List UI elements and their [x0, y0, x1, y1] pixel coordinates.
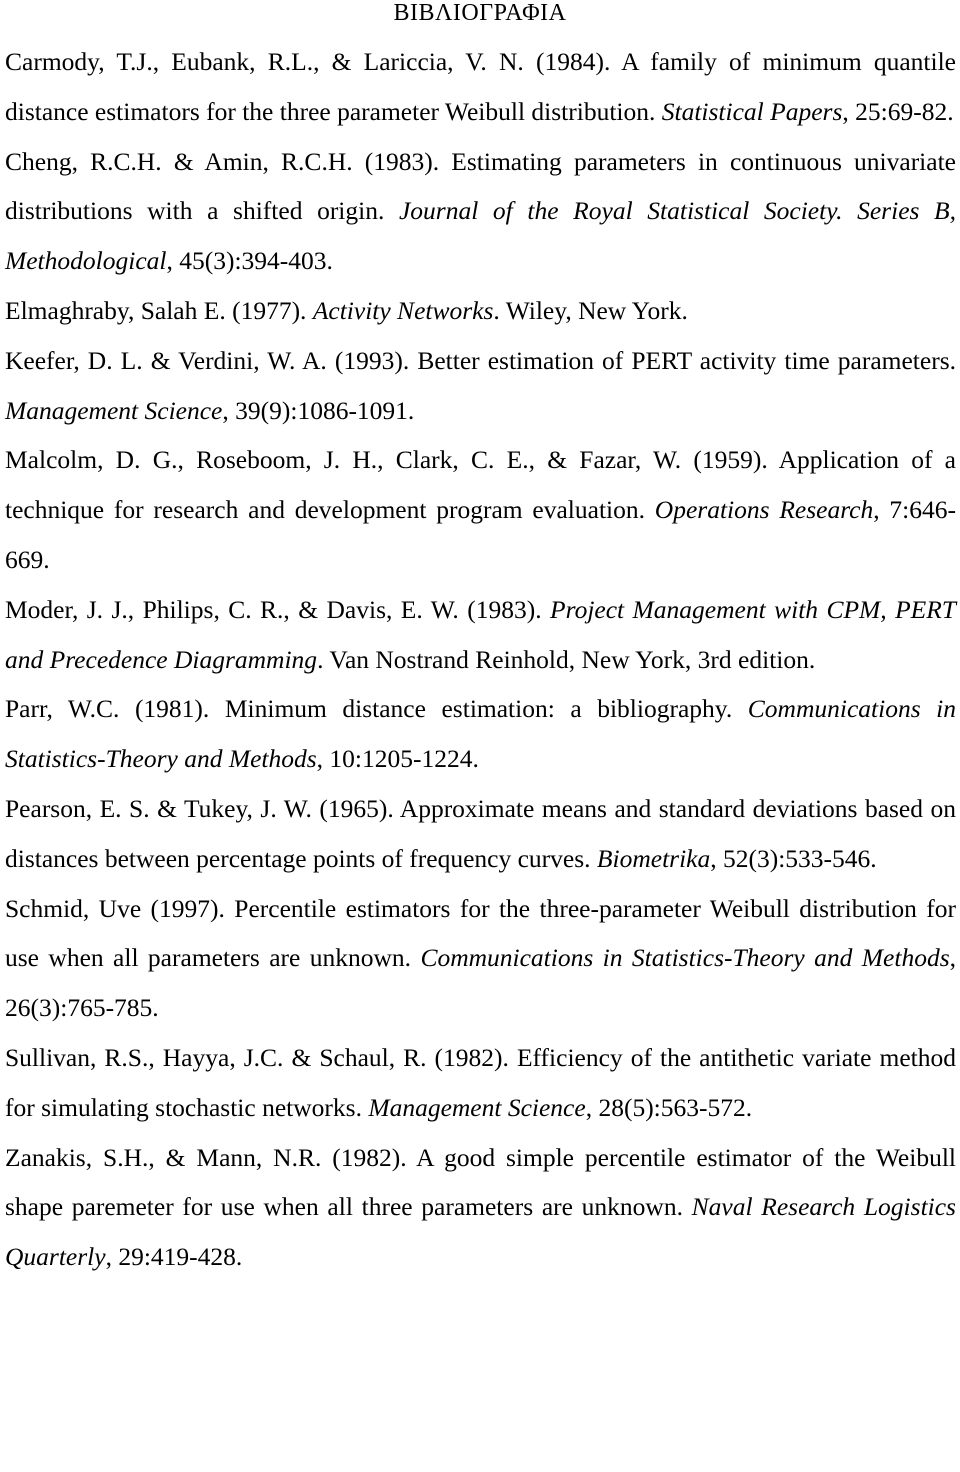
reference-source: Operations Research [654, 495, 874, 525]
reference-entry [5, 336, 956, 436]
reference-details: , 39(9):1086-1091. [222, 395, 415, 425]
page-heading: ΒΙΒΛΙΟΓΡΑΦΙΑ [393, 0, 567, 26]
reference-source: Management Science [5, 395, 223, 425]
reference-entry [5, 1033, 956, 1133]
reference-entry [5, 784, 956, 884]
reference-text: Parr, W.C. (1981). Minimum distance estimation: a bibliography. [5, 694, 748, 724]
reference-entry [5, 884, 956, 1033]
reference-details: . Wiley, New York. [493, 295, 688, 325]
reference-entry [5, 37, 956, 137]
reference-source: Journal of the Royal Statistical Society. Series B, Methodological [5, 196, 957, 276]
reference-source: Management Science [368, 1092, 586, 1122]
reference-entry [5, 286, 956, 336]
reference-source: Naval Research Logistics Quarterly [5, 1192, 956, 1272]
reference-details: , 45(3):394-403. [166, 246, 333, 276]
reference-details: , 29:419-428. [105, 1242, 243, 1272]
reference-details: , 25:69-82. [842, 96, 954, 126]
reference-text: Sullivan, R.S., Hayya, J.C. & Schaul, R. (1982). Efficiency of the antithetic variate method for simulating stochastic networks. [5, 1042, 956, 1122]
reference-entry [5, 684, 956, 784]
reference-entry [5, 137, 956, 286]
reference-entry [5, 1133, 956, 1282]
reference-source: Communications in Statistics-Theory and Methods [420, 943, 950, 973]
reference-text: Malcolm, D. G., Roseboom, J. H., Clark, C. E., & Fazar, W. (1959). Application of a technique for research and development program evaluation. [5, 445, 956, 525]
reference-text: Moder, J. J., Philips, C. R., & Davis, E. W. (1983). [5, 594, 551, 624]
reference-details: , 28(5):563-572. [585, 1092, 753, 1122]
reference-entry [5, 585, 956, 685]
reference-details: , 52(3):533-546. [710, 843, 877, 873]
reference-entry [5, 435, 956, 584]
reference-source: Communications in Statistics-Theory and Methods [5, 694, 957, 774]
reference-list [5, 37, 956, 1282]
reference-text: Keefer, D. L. & Verdini, W. A. (1993). Better estimation of PERT activity time parameters. [5, 345, 956, 375]
reference-text: Pearson, E. S. & Tukey, J. W. (1965). Approximate means and standard deviations based on distances between percentage points of frequency curves. [5, 793, 956, 873]
reference-details: , 26(3):765-785. [5, 943, 957, 1023]
reference-details: . Van Nostrand Reinhold, New York, 3rd edition. [317, 644, 816, 674]
reference-details: , 10:1205-1224. [316, 744, 479, 774]
reference-source: Project Management with CPM, PERT and Precedence Diagramming [5, 594, 956, 674]
reference-text: Carmody, T.J., Eubank, R.L., & Lariccia, V. N. (1984). A family of minimum quantile distance estimators for the three parameter Weibull distribution. [5, 47, 956, 126]
reference-text: Schmid, Uve (1997). Percentile estimators for the three-parameter Weibull distribution for use when all parameters are unknown. [5, 893, 956, 973]
reference-details: , 7:646-669. [5, 495, 956, 574]
reference-source: Statistical Papers [661, 96, 843, 126]
reference-text: Elmaghraby, Salah E. (1977). [5, 295, 313, 325]
reference-text: Cheng, R.C.H. & Amin, R.C.H. (1983). Estimating parameters in continuous univariate distributions with a shifted origin. [5, 146, 956, 226]
reference-source: Activity Networks [312, 295, 494, 325]
reference-source: Biometrika [596, 843, 711, 873]
reference-text: Zanakis, S.H., & Mann, N.R. (1982). A good simple percentile estimator of the Weibull shape paremeter for use when all three parameters are unknown. [5, 1142, 956, 1222]
